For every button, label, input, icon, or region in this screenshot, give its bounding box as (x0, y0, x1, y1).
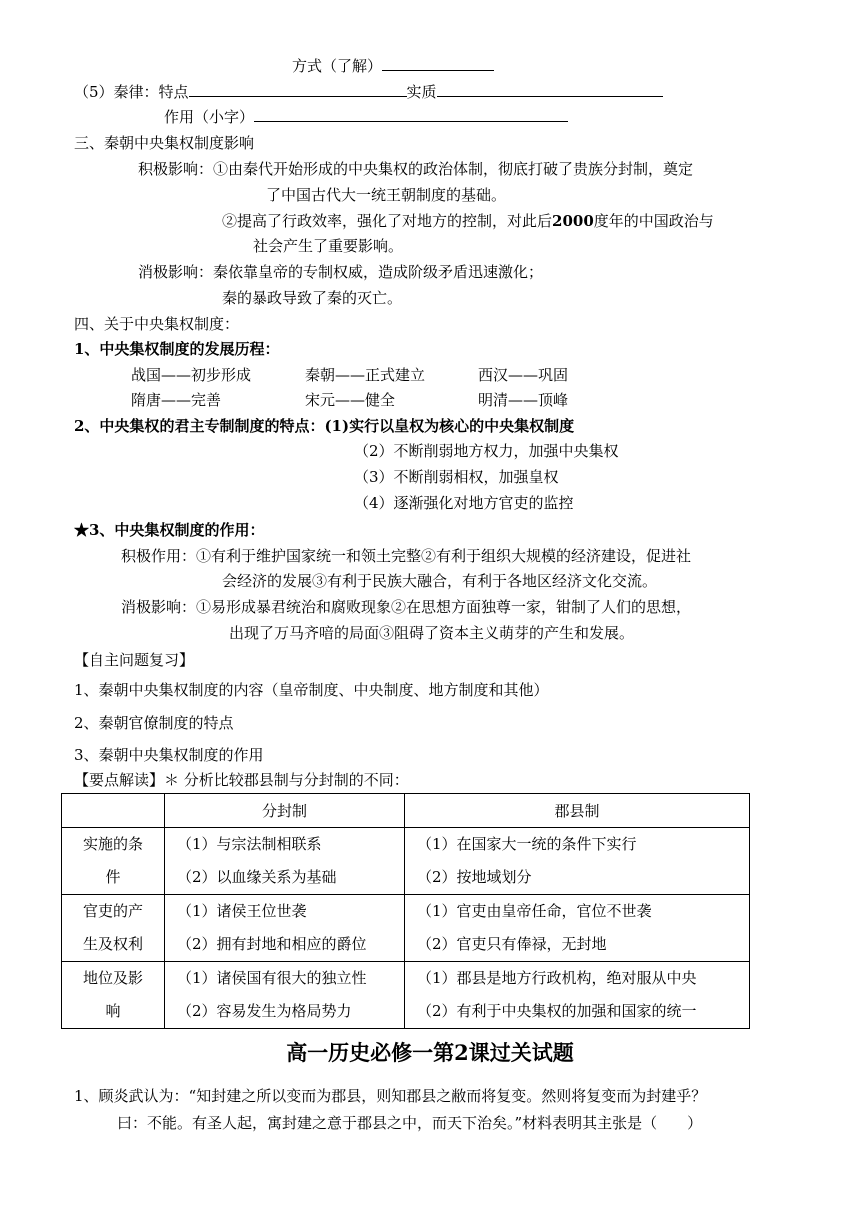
stage-item: 战国——初步形成 (131, 366, 252, 384)
qinlv-line (74, 79, 663, 105)
junxian-cell: （1）在国家大一统的条件下实行 （2）按地域划分 (405, 828, 750, 895)
row-label: 官吏的产 生及权利 (62, 895, 165, 962)
features-heading: 2、中央集权的君主专制制度的特点： (74, 417, 325, 435)
section3-positive-line1: 积极影响：①由秦代开始形成的中央集权的政治体制，彻底打破了贵族分封制，奠定 (138, 160, 694, 178)
junxian-cell: （1）郡县是地方行政机构，绝对服从中央 （2）有利于中央集权的加强和国家的统一 (405, 962, 750, 1029)
review-heading: 【自主问题复习】 (74, 651, 195, 669)
section3-negative-line1: 消极影响：秦依靠皇帝的专制权威，造成阶级矛盾迅速激化； (138, 263, 544, 281)
keypoint-heading: 【要点解读】＊ 分析比较郡县制与分封制的不同： (74, 771, 409, 789)
stage-item: 秦朝——正式建立 (305, 366, 426, 384)
section3-positive-line3: ②提高了行政效率，强化了对地方的控制，对此后2000度年的中国政治与 (222, 212, 714, 230)
role-positive-label: 积极作用： (121, 547, 197, 565)
essence-blank[interactable] (437, 79, 663, 97)
review-question: 2、秦朝官僚制度的特点 (74, 714, 234, 732)
table-row (62, 828, 750, 895)
section3-heading: 三、秦朝中央集权制度影响 (74, 134, 255, 152)
stage-item: 西汉——巩固 (478, 366, 569, 384)
comparison-table (61, 793, 750, 1029)
row-label: 实施的条 件 (62, 828, 165, 895)
way-blank[interactable] (382, 53, 494, 71)
role-blank[interactable] (254, 104, 568, 122)
essence-label: 实质 (406, 83, 437, 101)
fenfeng-cell: （1）诸侯王位世袭 （2）拥有封地和相应的爵位 (165, 895, 405, 962)
table-row (62, 962, 750, 1029)
section3-positive-line4: 社会产生了重要影响。 (253, 237, 404, 255)
section3-positive-line2: 了中国古代大一统王朝制度的基础。 (266, 186, 507, 204)
fenfeng-cell: （1）诸侯国有很大的独立性 （2）容易发生为格局势力 (165, 962, 405, 1029)
way-line (292, 53, 494, 79)
row-label: 地位及影 响 (62, 962, 165, 1029)
quiz-question-line1: 1、顾炎武认为：“知封建之所以变而为郡县，则知郡县之敝而将复变。然则将复变而为封建乎？ (74, 1087, 707, 1105)
role-negative-label: 消极影响： (121, 598, 197, 616)
table-header-empty (62, 794, 165, 828)
feature-item: （4）逐渐强化对地方官吏的监控 (354, 494, 574, 512)
review-question: 3、秦朝中央集权制度的作用 (74, 746, 264, 764)
section3-negative-line2: 秦的暴政导致了秦的灭亡。 (222, 289, 403, 307)
fenfeng-cell: （1）与宗法制相联系 （2）以血缘关系为基础 (165, 828, 405, 895)
stage-item: 明清——顶峰 (478, 391, 569, 409)
role-negative-line2: 出现了万马齐喑的局面③阻碍了资本主义萌芽的产生和发展。 (229, 624, 635, 642)
feature-item: (1)实行以皇权为核心的中央集权制度 (324, 417, 575, 435)
table-header-junxian: 郡县制 (405, 794, 750, 828)
feature-item: （3）不断削弱相权，加强皇权 (354, 468, 559, 486)
qinlv-label: （5）秦律：特点 (74, 83, 189, 101)
quiz-question-line2: 曰：不能。有圣人起，寓封建之意于郡县之中，而天下治矣。”材料表明其主张是（ ） (117, 1114, 703, 1132)
features-line (74, 413, 574, 439)
role-positive-line2: 会经济的发展③有利于民族大融合，有利于各地区经济文化交流。 (222, 572, 658, 590)
role-label: 作用（小字） (164, 108, 255, 126)
section3-positive-label: 积极影响： (138, 160, 214, 178)
table-header-fenfeng: 分封制 (165, 794, 405, 828)
section4-heading: 四、关于中央集权制度： (74, 315, 240, 333)
development-heading: 1、中央集权制度的发展历程： (74, 340, 280, 358)
stage-item: 隋唐——完善 (131, 391, 222, 409)
junxian-cell: （1）官吏由皇帝任命，官位不世袭 （2）官吏只有俸禄，无封地 (405, 895, 750, 962)
role-positive-line1: 积极作用：①有利于维护国家统一和领土完整②有利于组织大规模的经济建设，促进社 (121, 547, 692, 565)
role-heading: ★3、中央集权制度的作用： (74, 521, 265, 539)
feature-blank[interactable] (189, 79, 407, 97)
feature-item: （2）不断削弱地方权力，加强中央集权 (354, 442, 619, 460)
way-label: 方式（了解） (292, 57, 383, 75)
stage-item: 宋元——健全 (305, 391, 396, 409)
role-negative-line1: 消极影响：①易形成暴君统治和腐败现象②在思想方面独尊一家，钳制了人们的思想， (121, 598, 692, 616)
quiz-title: 高一历史必修一第2课过关试题 (286, 1040, 574, 1065)
table-header-row (62, 794, 750, 828)
review-question: 1、秦朝中央集权制度的内容（皇帝制度、中央制度、地方制度和其他） (74, 681, 549, 699)
section3-negative-label: 消极影响： (138, 263, 214, 281)
role-line (164, 104, 568, 130)
table-row (62, 895, 750, 962)
